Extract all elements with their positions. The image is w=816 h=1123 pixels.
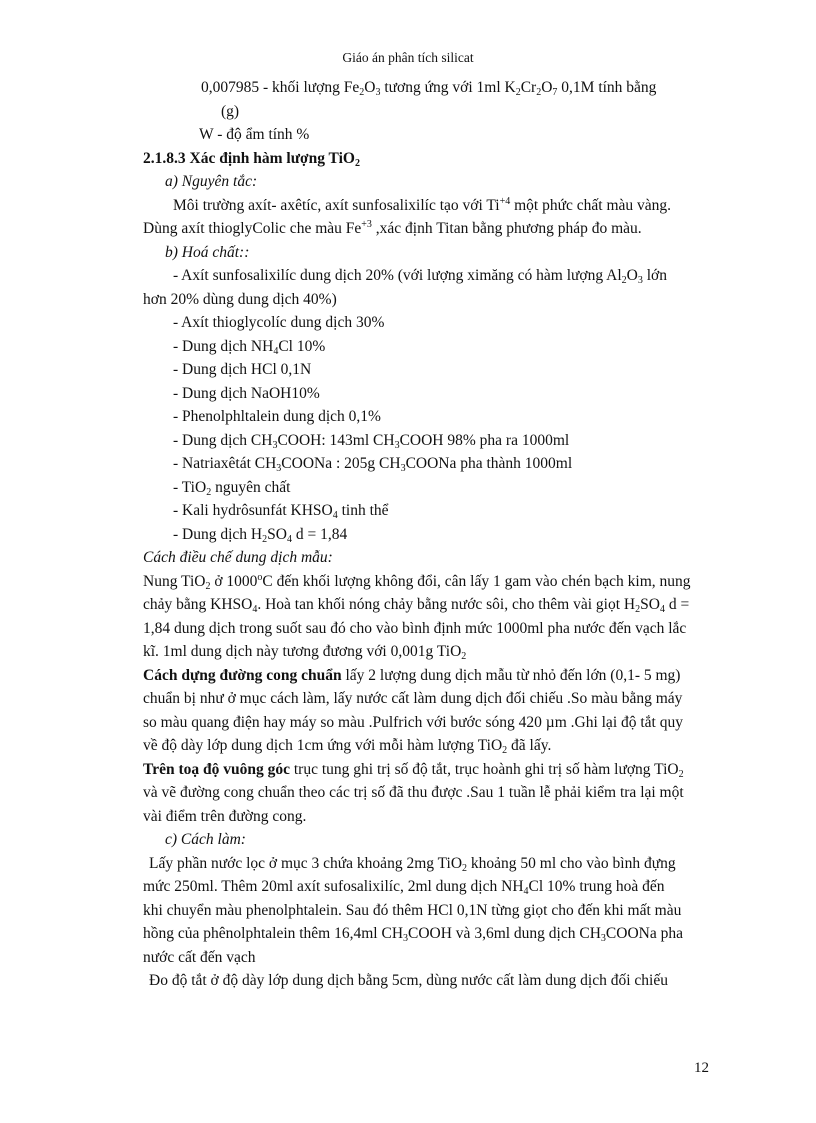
text-run: trục tung ghi trị số độ tắt, trục hoành ghi trị số hàm lượng TiO — [289, 760, 679, 778]
subscript: 4 — [286, 533, 292, 545]
subscript: 2 — [359, 87, 365, 98]
text-run: Đo độ tắt ở độ dày lớp dung dịch bằng 5cm, dùng nước cất làm dung dịch đối chiếu — [149, 972, 668, 989]
subscript: 2 — [635, 604, 641, 615]
text-run: W ‑ độ ẩm tính % — [199, 126, 310, 143]
text-run: O — [541, 79, 553, 96]
text-line — [143, 805, 719, 829]
text-line — [143, 664, 719, 688]
text-line — [143, 570, 719, 594]
text-run: 2.1.8.3 Xác định hàm lượng TiO — [143, 149, 355, 167]
subscript: 3 — [400, 463, 406, 474]
subscript: 2 — [678, 768, 684, 780]
text-run: tương ứng với 1ml K — [380, 79, 516, 96]
text-run: Cl 10% trung hoà đến — [528, 878, 665, 895]
text-run: nước cất đến vạch — [143, 948, 256, 966]
text-run: Lấy phần nước lọc ở mục 3 chứa khoảng 2mg TiO — [149, 854, 463, 872]
subscript: 2 — [206, 486, 212, 498]
text-line — [143, 617, 719, 641]
text-run: ,xác định Titan bằng phương pháp đo màu. — [371, 220, 642, 237]
page-header: Giáo án phân tích silicat — [342, 50, 474, 65]
text-run: 0,1M tính bằng — [557, 79, 657, 96]
text-run: SO — [640, 596, 660, 613]
subscript: 4 — [252, 604, 258, 615]
text-line — [143, 593, 719, 617]
superscript: +4 — [499, 195, 511, 207]
text-run: O — [364, 79, 376, 96]
text-run: ‑ TiO — [173, 478, 207, 496]
text-line — [143, 734, 719, 758]
text-line — [143, 311, 719, 335]
text-run: vài điểm trên đường cong. — [143, 807, 307, 825]
text-run: hơn 20% dùng dung dịch 40%) — [143, 290, 337, 308]
text-run: lớn — [642, 267, 667, 284]
text-run: ở 1000 — [210, 572, 258, 590]
text-line — [143, 828, 719, 852]
subscript: 3 — [394, 439, 400, 451]
text-run: Cl 10% — [278, 337, 326, 355]
text-line — [143, 405, 719, 429]
text-line — [143, 640, 719, 664]
subscript: 2 — [262, 533, 268, 545]
text-line — [143, 358, 719, 382]
text-line — [143, 781, 719, 805]
text-run: hồng của phênolphtalein thêm 16,4ml CH — [143, 925, 404, 942]
text-line — [143, 264, 719, 288]
subscript: 3 — [272, 439, 278, 451]
page-number: 12 — [694, 1060, 709, 1076]
text-line — [143, 241, 719, 265]
text-line — [143, 194, 719, 218]
subscript: 2 — [205, 580, 211, 592]
text-run: nguyên chất — [211, 478, 291, 496]
text-run: COOH: 143ml CH — [277, 431, 395, 449]
text-line — [143, 76, 719, 100]
text-run: (g) — [221, 102, 240, 120]
text-run: Nung TiO — [143, 572, 206, 590]
text-line — [143, 170, 719, 194]
subscript: 3 — [637, 275, 643, 286]
text-run: khoảng 50 ml cho vào bình đựng — [467, 854, 676, 872]
text-line — [143, 852, 719, 876]
text-line — [143, 969, 719, 993]
subscript: 2 — [462, 862, 468, 874]
text-run: chảy bằng KHSO — [143, 596, 253, 613]
text-run: 0,007985 ‑ khối lượng Fe — [201, 79, 360, 96]
text-run: . Hoà tan khối nóng chảy bằng nước sôi, cho thêm vài giọt H — [257, 596, 636, 613]
text-run: ‑ Dung dịch HCl 0,1N — [173, 361, 312, 378]
text-run: ‑ Dung dịch NaOH10% — [173, 384, 320, 402]
text-run: Cách điều chế dung dịch mẫu: — [143, 549, 333, 566]
text-run: so màu quang điện hay máy so màu .Pulfrich với bước sóng 420 µm .Ghi lại độ tắt quy — [143, 713, 683, 731]
text-line — [143, 382, 719, 406]
text-run: ‑ Dung dịch H — [173, 525, 263, 543]
subscript: 2 — [536, 87, 542, 98]
bold-run: Trên toạ độ vuông góc — [143, 760, 290, 778]
text-run: SO — [267, 525, 287, 543]
subscript: 4 — [273, 345, 279, 357]
text-line — [143, 922, 719, 946]
text-run: 1,84 dung dịch trong suốt sau đó cho vào bình định mức 1000ml pha nước đến vạch lắc — [143, 619, 687, 637]
text-run: kĩ. 1ml dung dịch này tương đương với 0,001g TiO — [143, 643, 462, 660]
subscript: 3 — [276, 463, 282, 474]
text-run: ‑ Axít sunfosalixilíc dung dịch 20% (với lượng ximăng có hàm lượng Al — [173, 267, 622, 284]
text-run: COOH và 3,6ml dung dịch CH — [408, 925, 601, 942]
text-run: COOH 98% pha ra 1000ml — [399, 431, 570, 449]
text-run: ‑ Natriaxêtát CH — [173, 455, 277, 472]
superscript: o — [257, 571, 263, 583]
text-line — [143, 476, 719, 500]
text-line — [143, 499, 719, 523]
text-run: Môi trường axít‑ axêtíc, axít sunfosalixilíc tạo với Ti — [173, 196, 500, 214]
subscript: 2 — [515, 87, 521, 98]
text-line — [143, 523, 719, 547]
bold-run: Cách dựng đường cong chuẩn — [143, 666, 342, 684]
text-line — [143, 546, 719, 570]
superscript: +3 — [361, 219, 372, 230]
text-line — [143, 335, 719, 359]
text-run: tinh thể — [337, 502, 389, 519]
text-run: a) Nguyên tắc: — [165, 173, 258, 190]
subscript: 3 — [375, 87, 381, 98]
text-line — [143, 452, 719, 476]
text-run: mức 250ml. Thêm 20ml axít sufosalixilíc, 2ml dung dịch NH — [143, 878, 524, 895]
subscript: 2 — [621, 275, 627, 286]
text-run: Cr — [520, 79, 537, 96]
text-run: c) Cách làm: — [165, 831, 246, 848]
text-run: ‑ Dung dịch NH — [173, 337, 274, 355]
text-run: ‑ Dung dịch CH — [173, 431, 273, 449]
text-line — [143, 100, 719, 124]
text-run: đã lấy. — [507, 737, 552, 754]
subscript: 2 — [461, 651, 467, 662]
text-line — [143, 758, 719, 782]
text-run: COONa pha — [605, 925, 683, 942]
text-line — [143, 288, 719, 312]
text-run: một phức chất màu vàng. — [510, 196, 672, 214]
text-run: và vẽ đường cong chuẩn theo các trị số đã thu được .Sau 1 tuần lễ phải kiểm tra lại một — [143, 784, 684, 801]
text-line — [143, 123, 719, 147]
text-run: O — [626, 267, 638, 284]
text-run: về độ dày lớp dung dịch 1cm ứng với mỗi hàm lượng TiO — [143, 737, 503, 754]
text-run: ‑ Phenolphltalein dung dịch 0,1% — [173, 408, 381, 425]
text-run: chuẩn bị như ở mục cách làm, lấy nước cất làm dung dịch đối chiếu .So màu bằng máy — [143, 690, 683, 707]
text-run: lấy 2 lượng dung dịch mẫu từ nhỏ đến lớn (0,1‑ 5 mg) — [341, 666, 681, 684]
document-body — [143, 76, 719, 993]
text-run: COONa : 205g CH — [281, 455, 401, 472]
subscript: 2 — [502, 745, 508, 756]
text-run: d = — [664, 596, 690, 613]
subscript: 4 — [523, 886, 529, 897]
text-run: COONa pha thành 1000ml — [405, 455, 573, 472]
subscript: 3 — [600, 933, 606, 944]
text-line — [143, 875, 719, 899]
subscript: 3 — [403, 933, 409, 944]
text-line — [143, 899, 719, 923]
text-run: khi chuyển màu phenolphtalein. Sau đó thêm HCl 0,1N từng giọt cho đến khi mất màu — [143, 901, 682, 919]
text-run: ‑ Axít thioglycolíc dung dịch 30% — [173, 314, 385, 331]
text-run: b) Hoá chất:: — [165, 243, 250, 261]
text-line — [143, 217, 719, 241]
text-line — [143, 687, 719, 711]
text-run: Dùng axít thioglyColic che màu Fe — [143, 220, 362, 237]
subscript: 7 — [552, 87, 558, 98]
text-run: d = 1,84 — [291, 525, 348, 543]
text-line — [143, 946, 719, 970]
text-line — [143, 711, 719, 735]
text-line — [143, 429, 719, 453]
subscript: 4 — [659, 604, 665, 615]
text-line — [143, 147, 719, 171]
subscript: 4 — [332, 510, 338, 521]
text-run: ‑ Kali hydrôsunfát KHSO — [173, 502, 333, 519]
subscript: 2 — [354, 157, 360, 169]
text-run: C đến khối lượng không đổi, cân lấy 1 gam vào chén bạch kim, nung — [262, 572, 691, 590]
